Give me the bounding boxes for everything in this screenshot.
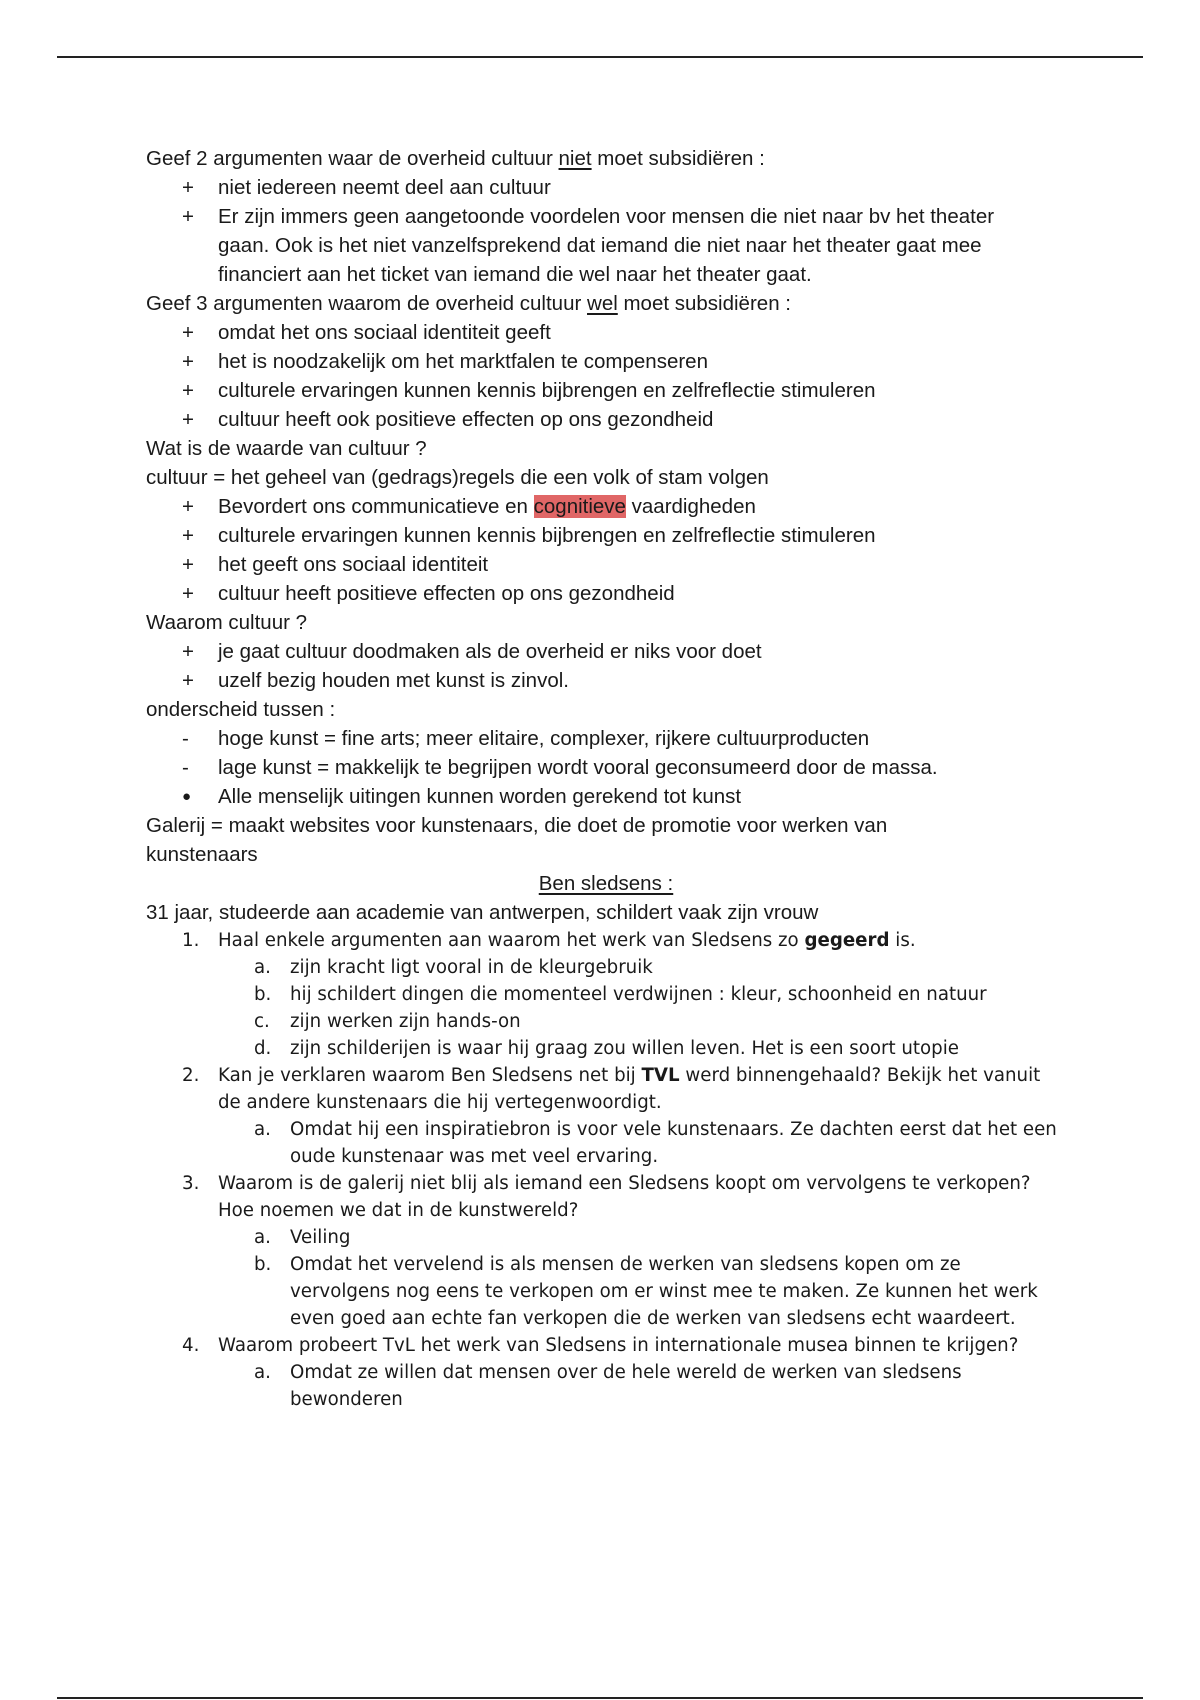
plus-bullet: + [182,408,194,431]
highlighted-word: cognitieve [533,495,626,518]
question-niet-subsidieren: Geef 2 argumenten waar de overheid cultuur niet moet subsidiëren : [146,147,765,170]
list-item: - hoge kunst = fine arts; meer elitaire, complexer, rijkere cultuurproducten [146,724,1066,753]
question-waarom-cultuur: Waarom cultuur ? [146,611,308,634]
list-item: + uzelf bezig houden met kunst is zinvol. [146,666,1066,695]
list-item: + het is noodzakelijk om het marktfalen te compenseren [146,347,1066,376]
plus-bullet: + [182,379,194,402]
ben-intro: 31 jaar, studeerde aan academie van antwerpen, schildert vaak zijn vrouw [146,901,819,924]
list-item: + cultuur heeft ook positieve effecten op ons gezondheid [146,405,1066,434]
answer-item: a. Omdat ze willen dat mensen over de hele wereld de werken van sledsens bewonderen [254,1362,962,1410]
header-rule [57,56,1143,58]
numbered-question: 2. Kan je verklaren waarom Ben Sledsens net bij TVL werd binnengehaald? Bekijk het vanuit de andere kunstenaars die hij vertegenwoordigt. [182,1065,1041,1113]
answer-item: d. zijn schilderijen is waar hij graag zou willen leven. Het is een soort utopie [254,1038,959,1059]
answer-item: b. Omdat het vervelend is als mensen de werken van sledsens kopen om ze vervolgens nog eens te verkopen om er winst mee te maken. Ze kunnen het werk even goed aan echte fan verkopen die de werken van sledsens echt waardeert. [254,1254,1038,1329]
footer-rule [57,1697,1143,1699]
plus-bullet: + [182,669,194,692]
plus-bullet: + [182,350,194,373]
numbered-question: 1. Haal enkele argumenten aan waarom het werk van Sledsens zo gegeerd is. [182,930,916,951]
plus-bullet: + [182,553,194,576]
definition-cultuur: cultuur = het geheel van (gedrags)regels die een volk of stam volgen [146,466,769,489]
list-item: + Bevordert ons communicatieve en cognitieve vaardigheden [146,492,1066,521]
galerij-definition: Galerij = maakt websites voor kunstenaars, die doet de promotie voor werken van kunstenaars [146,814,888,866]
list-item: + culturele ervaringen kunnen kennis bijbrengen en zelfreflectie stimuleren [146,376,1066,405]
answer-item: a. Omdat hij een inspiratiebron is voor vele kunstenaars. Ze dachten eerst dat het een oude kunstenaar was met veel ervaring. [254,1119,1057,1167]
list-item: + cultuur heeft positieve effecten op ons gezondheid [146,579,1066,608]
plus-bullet: + [182,524,194,547]
dash-bullet: - [182,756,189,779]
dot-bullet: ● [182,788,192,805]
answer-item: c. zijn werken zijn hands-on [254,1011,521,1032]
numbered-question: 4. Waarom probeert TvL het werk van Sledsens in internationale musea binnen te krijgen? [182,1335,1019,1356]
plus-bullet: + [182,205,194,228]
plus-bullet: + [182,321,194,344]
answer-item: a. zijn kracht ligt vooral in de kleurgebruik [254,957,653,978]
list-item: + niet iedereen neemt deel aan cultuur [146,173,1066,202]
document-body [146,144,1066,1413]
question-wel-subsidieren: Geef 3 argumenten waarom de overheid cultuur wel moet subsidiëren : [146,292,791,315]
question-waarde: Wat is de waarde van cultuur ? [146,437,427,460]
list-item: + het geeft ons sociaal identiteit [146,550,1066,579]
plus-bullet: + [182,582,194,605]
list-item: + omdat het ons sociaal identiteit geeft [146,318,1066,347]
list-item: - lage kunst = makkelijk te begrijpen wordt vooral geconsumeerd door de massa. [146,753,1066,782]
answer-item: a. Veiling [254,1227,351,1248]
list-item: + culturele ervaringen kunnen kennis bijbrengen en zelfreflectie stimuleren [146,521,1066,550]
heading-onderscheid: onderscheid tussen : [146,698,336,721]
answer-item: b. hij schildert dingen die momenteel verdwijnen : kleur, schoonheid en natuur [254,984,987,1005]
plus-bullet: + [182,640,194,663]
plus-bullet: + [182,495,194,518]
list-item: + je gaat cultuur doodmaken als de overheid er niks voor doet [146,637,1066,666]
numbered-question: 3. Waarom is de galerij niet blij als iemand een Sledsens koopt om vervolgens te verkopen? Hoe noemen we dat in de kunstwereld? [182,1173,1031,1221]
dash-bullet: - [182,727,189,750]
list-item: + Er zijn immers geen aangetoonde voordelen voor mensen die niet naar bv het theater gaan. Ook is het niet vanzelfsprekend dat iemand die niet naar het theater gaat mee financiert aan het ticket van iemand die wel naar het theater gaat. [146,202,1066,289]
list-item: ● Alle menselijk uitingen kunnen worden gerekend tot kunst [146,782,1066,811]
plus-bullet: + [182,176,194,199]
section-title-ben-sledsens: Ben sledsens : [538,872,674,895]
